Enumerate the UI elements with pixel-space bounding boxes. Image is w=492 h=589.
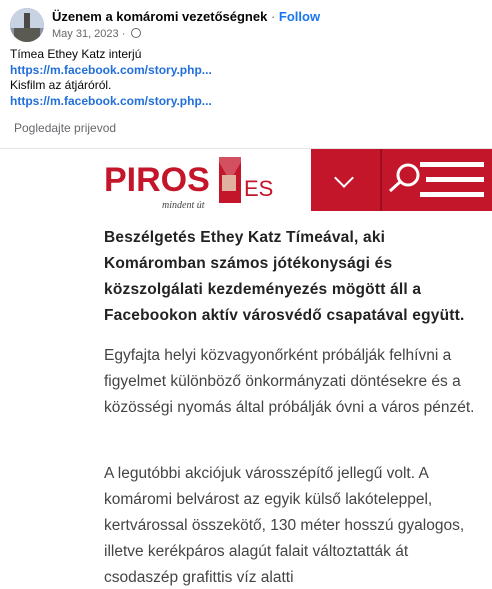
follow-button[interactable]: Follow	[278, 9, 321, 24]
page-name-link[interactable]: Üzenem a komáromi vezetőségnek	[52, 9, 268, 24]
article-paragraph-1: Egyfajta helyi közvagyonőrként próbálják felhívni a figyelmet különböző önkormányzati döntésekre és a közösségi nyomás által próbálják óvni a város pénzét.	[104, 347, 475, 416]
post-date[interactable]: May 31, 2023	[52, 28, 119, 40]
search-menu-icon	[382, 149, 492, 211]
dropdown-button[interactable]	[311, 149, 382, 211]
pirosves-logo	[104, 153, 304, 211]
separator-dot: ·	[270, 9, 276, 24]
search-menu-button[interactable]	[382, 149, 492, 211]
chevron-down-icon	[334, 168, 354, 188]
globe-icon	[131, 28, 141, 38]
shared-image-article[interactable]	[82, 149, 492, 589]
post-meta	[52, 28, 141, 40]
story-link[interactable]: https://m.facebook.com/story.php...	[10, 62, 212, 77]
see-translation-link[interactable]: Pogledajte prijevod	[14, 121, 117, 135]
menu-separator	[380, 149, 382, 211]
post-line: Tímea Ethey Katz interjú	[10, 47, 142, 61]
page-avatar[interactable]	[10, 8, 44, 42]
meta-separator: ·	[121, 28, 126, 40]
article-lead: Beszélgetés Ethey Katz Tímeával, aki Komáromban számos jótékonysági és közszolgálati kezdeményezés mögött áll a Facebookon aktív városvédő csapatával együtt.	[104, 229, 465, 324]
logo-tagline: mindent út	[162, 200, 205, 211]
post-line: Kisfilm az átjáróról.	[10, 78, 112, 92]
facebook-post	[0, 0, 492, 150]
logo-main-text: PIROS	[104, 161, 210, 199]
post-text	[10, 47, 212, 109]
post-header	[52, 9, 320, 24]
story-link[interactable]: https://m.facebook.com/story.php...	[10, 93, 212, 108]
logo-suffix-text: ES	[244, 176, 274, 201]
site-header	[82, 149, 492, 211]
article-paragraph-2: A legutóbbi akciójuk városszépítő jellegű volt. A komáromi belvárost az egyik külső lakóteleppel, kertvárossal összekötő, 130 méter hosszú gyalogos, illetve kerékpáros alagút falait változtatták át csodaszép grafittis víz alatti	[104, 465, 465, 586]
